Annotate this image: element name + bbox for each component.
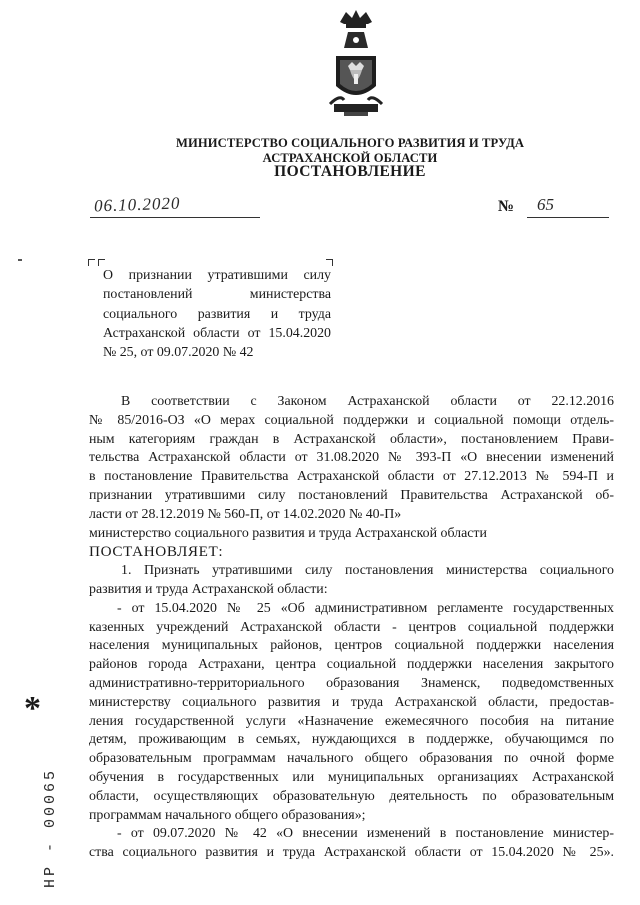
subject-bracket-left-outer xyxy=(88,259,95,266)
date-field xyxy=(90,195,260,218)
handwritten-date: 06.10.2020 xyxy=(93,193,181,216)
preamble-line: тельства Астраханской области от 31.08.2020 № 393-П «О внесении изменений xyxy=(89,450,614,466)
preamble-line: признании утратившими силу постановлений Правительства Астраханской об- xyxy=(89,487,614,503)
margin-asterisk: * xyxy=(24,690,41,727)
item-b-line: - от 09.07.2020 № 42 «О внесении изменений в постановление министер- xyxy=(117,826,614,842)
ministry-title-line-2: АСТРАХАНСКОЙ ОБЛАСТИ xyxy=(262,151,438,165)
ministry-title-line-1: МИНИСТЕРСТВО СОЦИАЛЬНОГО РАЗВИТИЯ И ТРУДА xyxy=(175,136,525,150)
item-a-line: населения муниципальных районов, центров социальной поддержки населения xyxy=(89,638,614,654)
item-a-line: казенных учреждений Астраханской области - центров социальной поддержки xyxy=(89,619,614,635)
item-a-line: министерству социального развития и труда Астраханской области, предостав- xyxy=(89,694,614,710)
item-a-line: районов города Астрахани, центра социальной поддержки населения закрытого xyxy=(89,657,614,673)
margin-registration-stamp: НР - 00065 xyxy=(42,767,59,888)
item-a-line: - от 15.04.2020 № 25 «Об административном регламенте государственных xyxy=(117,600,614,616)
resolves-heading: ПОСТАНОВЛЯЕТ: xyxy=(89,543,224,561)
preamble-line: № 85/2016-ОЗ «О мерах социальной поддержки и социальной помощи отдель- xyxy=(89,412,614,428)
item-a-line: детям, проживающим в семьях, нуждающихся в поддержке, обучающимся по xyxy=(89,732,614,748)
item-1-line: 1. Признать утратившими силу постановления министерства социального xyxy=(121,563,614,579)
scan-mark xyxy=(18,259,22,261)
item-a-line: программам начального общего образования»; xyxy=(89,807,366,823)
ministry-line: министерство социального развития и труда Астраханской области xyxy=(89,525,487,541)
subject-bracket-right xyxy=(326,259,333,266)
item-a-line: области, осуществляющих образовательную деятельность по образовательным xyxy=(89,788,614,804)
document-subject: О признании утратившими силу постановлений министерства социального развития и труда Астраханской области от 15.04.2020 № 25, от 09.07.2020 № 42 xyxy=(103,268,331,361)
coat-of-arms-icon xyxy=(326,8,386,120)
document-type-title: ПОСТАНОВЛЕНИЕ xyxy=(274,163,426,180)
item-a-line: ления государственной услуги «Назначение ежемесячного пособия на питание xyxy=(89,713,614,729)
preamble-line: в постановление Правительства Астраханской области от 27.12.2013 № 594-П и xyxy=(89,469,614,485)
number-label: № xyxy=(498,198,515,215)
item-a-line: обучения в государственных или муниципальных организациях Астраханской xyxy=(89,769,614,785)
item-1-line: развития и труда Астраханской области: xyxy=(89,581,328,597)
preamble-line: В соответствии с Законом Астраханской области от 22.12.2016 xyxy=(121,394,614,409)
number-field xyxy=(527,195,609,218)
document-body xyxy=(89,393,614,863)
preamble-line: ным категориям граждан в Астраханской области», постановлением Прави- xyxy=(89,431,614,447)
item-b-line: ства социального развития и труда Астраханской области от 15.04.2020 № 25». xyxy=(89,845,614,861)
item-a-line: образовательным программам начального общего образования по очной форме xyxy=(89,751,614,767)
preamble-line: ласти от 28.12.2019 № 560-П, от 14.02.2020 № 40-П» xyxy=(89,506,402,522)
item-a-line: административно-территориального образования Знаменск, подведомственных xyxy=(89,675,614,691)
subject-bracket-left-inner xyxy=(98,259,105,266)
preamble xyxy=(89,393,614,525)
handwritten-number: 65 xyxy=(537,195,554,214)
